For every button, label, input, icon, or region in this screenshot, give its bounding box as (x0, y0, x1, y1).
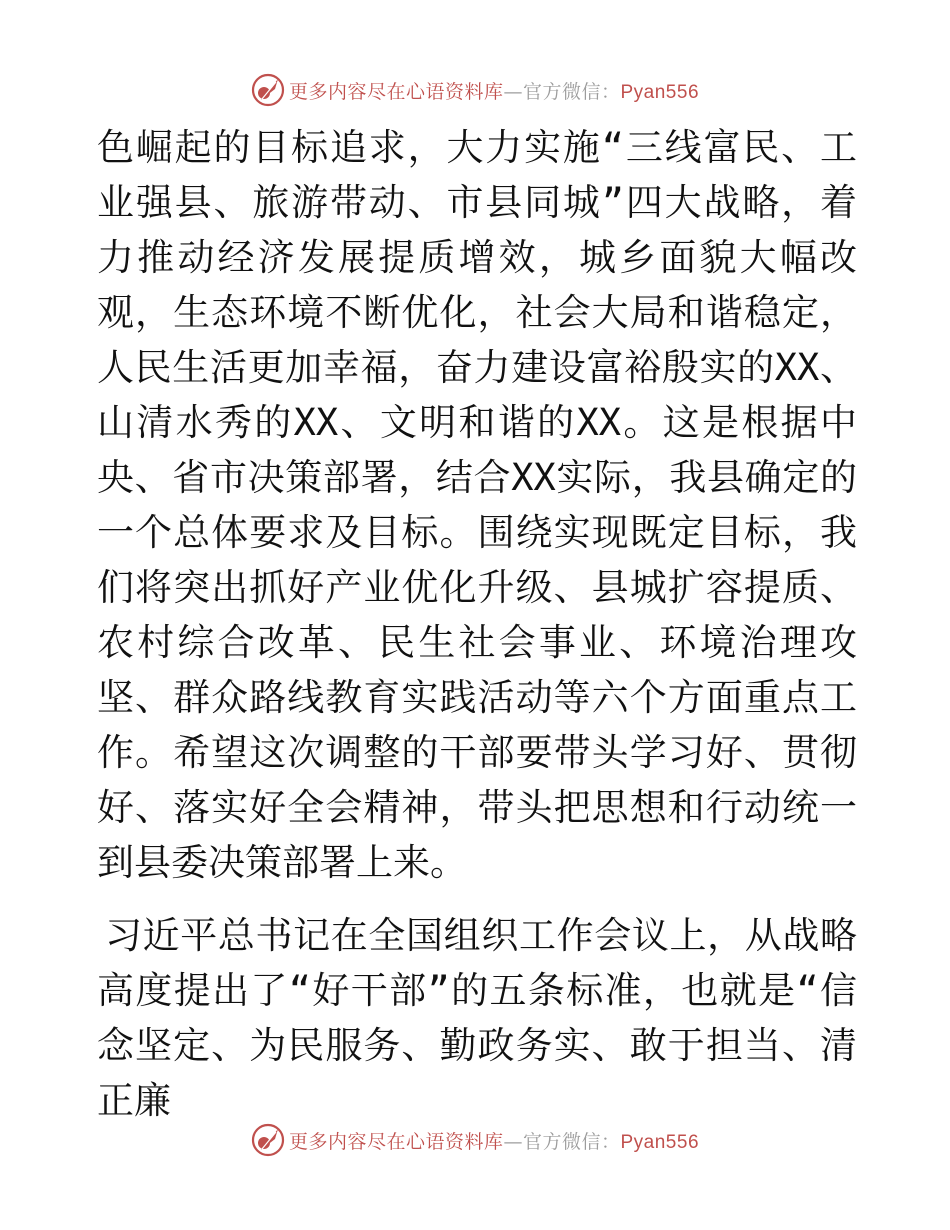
footer-banner (0, 1120, 950, 1160)
footer-banner-wechat-label: 官方微信： (522, 1130, 621, 1153)
footer-banner-wechat-id: Pyan556 (620, 1131, 700, 1153)
footer-banner-main: 更多内容尽在心语资料库 (288, 1130, 504, 1153)
paragraph-1: 色崛起的目标追求，大力实施“三线富民、工业强县、旅游带动、市县同城”四大战略，着力推动经济发展提质增效，城乡面貌大幅改观，生态环境不断优化，社会大局和谐稳定，人民生活更加幸福，奋力建设富裕殷实的XX、山清水秀的XX、文明和谐的XX。这是根据中央、省市决策部署，结合XX实际，我县确定的一个总体要求及目标。围绕实现既定目标，我们将突出抓好产业优化升级、县城扩容提质、农村综合改革、民生社会事业、环境治理攻坚、群众路线教育实践活动等六个方面重点工作。希望这次调整的干部要带头学习好、贯彻好、落实好全会精神，带头把思想和行动统一到县委决策部署上来。 (97, 126, 857, 884)
paragraph-2: 习近平总书记在全国组织工作会议上，从战略高度提出了“好干部”的五条标准，也就是“信念坚定、为民服务、勤政务实、敢于担当、清正廉 (97, 914, 857, 1122)
header-banner-wechat-label: 官方微信： (522, 80, 621, 103)
footer-banner-text (289, 1127, 699, 1154)
header-banner-wechat-id: Pyan556 (620, 81, 700, 103)
header-banner-main: 更多内容尽在心语资料库 (288, 80, 504, 103)
header-banner (0, 70, 950, 110)
quill-logo-icon (251, 1123, 285, 1157)
document-body (97, 120, 857, 1128)
footer-banner-dash: — (503, 1130, 523, 1153)
header-banner-text (289, 77, 699, 104)
header-banner-dash: — (503, 80, 523, 103)
quill-logo-icon (251, 73, 285, 107)
